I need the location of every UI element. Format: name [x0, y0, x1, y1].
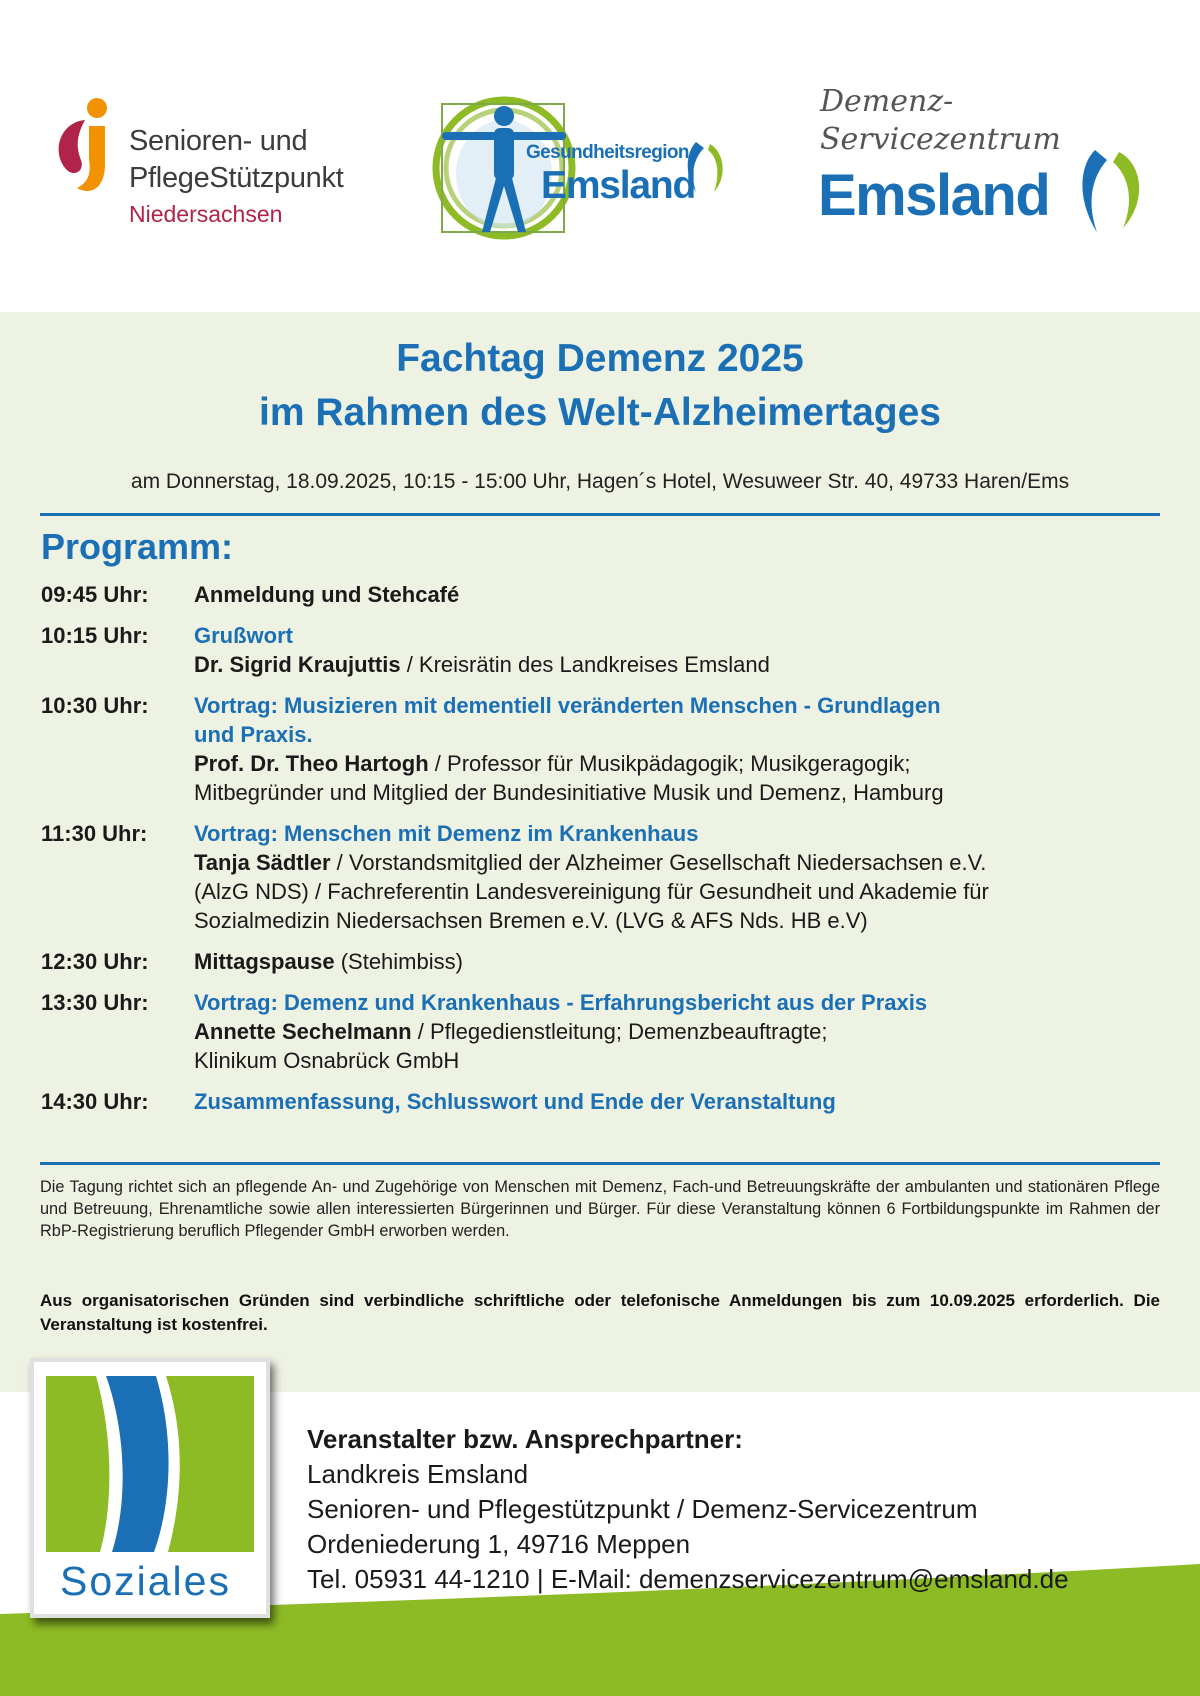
emsland-mark-icon	[1073, 144, 1153, 244]
seniorenpflege-line3: Niedersachsen	[129, 201, 283, 227]
agenda-line	[194, 906, 1134, 935]
agenda-topic: Vortrag: Demenz und Krankenhaus - Erfahrungsbericht aus der Praxis	[194, 990, 928, 1015]
contact-line-organisation: Landkreis Emsland	[307, 1459, 529, 1489]
agenda-item	[41, 1087, 1161, 1116]
agenda-speaker: Dr. Sigrid Kraujuttis	[194, 652, 401, 677]
agenda-line	[194, 988, 1134, 1017]
agenda-item	[41, 947, 1161, 976]
agenda-line	[194, 1046, 1134, 1075]
agenda-content	[194, 580, 1134, 609]
gesundheitsregion-line2: Emsland	[541, 164, 696, 207]
agenda-detail: Klinikum Osnabrück GmbH	[194, 1048, 460, 1073]
page-title	[0, 332, 1200, 440]
agenda-line	[194, 720, 1134, 749]
seniorenpflege-logo	[55, 98, 375, 238]
soziales-label: Soziales	[60, 1558, 231, 1604]
agenda-detail: (Stehimbiss)	[334, 949, 463, 974]
agenda-item	[41, 819, 1161, 935]
demenz-servicezentrum-logo	[818, 84, 1158, 244]
soziales-badge	[30, 1358, 270, 1618]
divider-bottom	[40, 1162, 1160, 1165]
title-line2: im Rahmen des Welt-Alzheimertages	[259, 391, 941, 434]
agenda-topic: Grußwort	[194, 623, 293, 648]
agenda-content	[194, 988, 1134, 1075]
agenda-line	[194, 621, 1134, 650]
seniorenpflege-line1: Senioren- und	[129, 125, 308, 157]
agenda-detail: / Professor für Musikpädagogik; Musikgeragogik;	[428, 751, 911, 776]
agenda-topic: Vortrag: Menschen mit Demenz im Krankenhaus	[194, 821, 699, 846]
gesundheitsregion-line1: Gesundheitsregion	[526, 142, 689, 163]
agenda-line	[194, 947, 1134, 976]
agenda-list	[41, 580, 1161, 1128]
agenda-item	[41, 988, 1161, 1075]
program-panel	[0, 312, 1200, 1392]
agenda-speaker: Prof. Dr. Theo Hartogh	[194, 751, 429, 776]
agenda-time: 13:30 Uhr:	[41, 990, 149, 1015]
agenda-time: 11:30 Uhr:	[41, 821, 148, 846]
agenda-content	[194, 621, 1134, 679]
gesundheitsregion-logo	[428, 82, 768, 252]
demenz-line1: Demenz-	[820, 84, 954, 119]
agenda-content	[194, 1087, 1134, 1116]
agenda-line	[194, 819, 1134, 848]
event-details: am Donnerstag, 18.09.2025, 10:15 - 15:00 Uhr, Hagen´s Hotel, Wesuweer Str. 40, 49733 Haren/Ems	[130, 470, 1070, 493]
agenda-line	[194, 580, 1134, 609]
agenda-speaker: Anmeldung und Stehcafé	[194, 582, 460, 607]
agenda-time: 14:30 Uhr:	[41, 1089, 149, 1114]
agenda-time: 12:30 Uhr:	[41, 949, 149, 974]
contact-line-office: Senioren- und Pflegestützpunkt / Demenz-Servicezentrum	[307, 1494, 978, 1524]
contact-line-address: Ordeniederung 1, 49716 Meppen	[307, 1529, 691, 1559]
seniorenpflege-line2: PflegeStützpunkt	[129, 162, 344, 194]
seniorenpflege-icon	[55, 98, 125, 208]
agenda-line	[194, 1087, 1134, 1116]
logo-bar	[0, 0, 1200, 312]
agenda-content	[194, 691, 1134, 807]
agenda-item	[41, 691, 1161, 807]
audience-info: Die Tagung richtet sich an pflegende An- und Zugehörige von Menschen mit Demenz, Fach-und Betreuungskräfte der ambulanten und stationären Pflege und Betreuung, Ehrenamtliche sowie allen interessierten Bürgerinnen und Bürger. Für diese Veranstaltung können 6 Fortbildungspunkte im Rahmen der RbP-Registrierung beruflich Pflegender GmbH erworben werden.	[40, 1178, 1160, 1240]
agenda-detail: Sozialmedizin Niedersachsen Bremen e.V. (LVG & AFS Nds. HB e.V)	[194, 908, 868, 933]
agenda-detail: / Kreisrätin des Landkreises Emsland	[400, 652, 770, 677]
agenda-line	[194, 749, 1134, 778]
agenda-time: 09:45 Uhr:	[41, 582, 149, 607]
title-line1: Fachtag Demenz 2025	[396, 337, 804, 380]
registration-notice: Aus organisatorischen Gründen sind verbindliche schriftliche oder telefonische Anmeldungen bis zum 10.09.2025 erforderlich. Die Veranstaltung ist kostenfrei.	[40, 1291, 1160, 1334]
agenda-time: 10:30 Uhr:	[41, 693, 149, 718]
demenz-line3: Emsland	[818, 163, 1050, 228]
agenda-item	[41, 580, 1161, 609]
agenda-speaker: Tanja Sädtler	[194, 850, 331, 875]
agenda-line	[194, 848, 1134, 877]
agenda-speaker: Mittagspause	[194, 949, 335, 974]
agenda-line	[194, 877, 1134, 906]
contact-line-phone-email[interactable]: Tel. 05931 44-1210 | E-Mail: demenzservicezentrum@emsland.de	[307, 1564, 1069, 1594]
agenda-item	[41, 621, 1161, 679]
agenda-line	[194, 1017, 1134, 1046]
program-heading: Programm:	[41, 526, 234, 567]
agenda-line	[194, 691, 1134, 720]
agenda-line	[194, 778, 1134, 807]
agenda-detail: / Pflegedienstleitung; Demenzbeauftragte;	[411, 1019, 828, 1044]
agenda-line	[194, 650, 1134, 679]
agenda-content	[194, 947, 1134, 976]
agenda-topic: und Praxis.	[194, 722, 313, 747]
agenda-time: 10:15 Uhr:	[41, 623, 149, 648]
agenda-speaker: Annette Sechelmann	[194, 1019, 412, 1044]
demenz-line2: Servicezentrum	[820, 122, 1061, 157]
contact-block	[307, 1422, 1069, 1597]
agenda-detail: (AlzG NDS) / Fachreferentin Landesvereinigung für Gesundheit und Akademie für	[194, 879, 989, 904]
agenda-detail: Mitbegründer und Mitglied der Bundesinitiative Musik und Demenz, Hamburg	[194, 780, 944, 805]
divider-top	[40, 513, 1160, 516]
agenda-topic: Vortrag: Musizieren mit dementiell veränderten Menschen - Grundlagen	[194, 693, 941, 718]
agenda-content	[194, 819, 1134, 935]
agenda-topic: Zusammenfassung, Schlusswort und Ende der Veranstaltung	[194, 1089, 836, 1114]
contact-heading: Veranstalter bzw. Ansprechpartner:	[307, 1424, 743, 1454]
agenda-detail: / Vorstandsmitglied der Alzheimer Gesellschaft Niedersachsen e.V.	[330, 850, 987, 875]
